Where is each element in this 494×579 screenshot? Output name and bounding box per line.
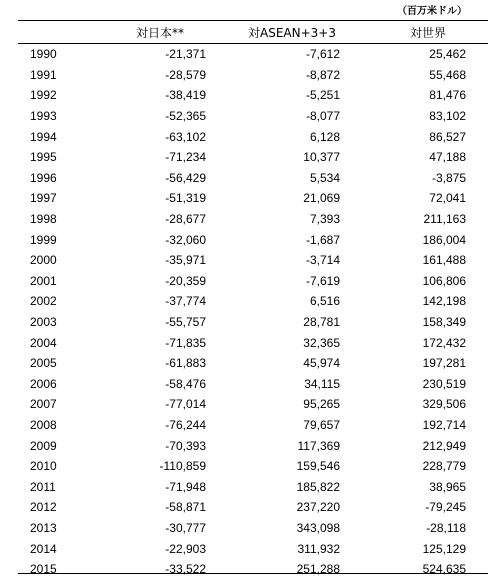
world-cell: 197,281 — [368, 353, 488, 374]
japan-cell: -20,359 — [104, 271, 216, 292]
asean-cell: -7,619 — [216, 271, 368, 292]
japan-cell: -76,244 — [104, 415, 216, 436]
japan-cell: -61,883 — [104, 353, 216, 374]
table-body — [18, 44, 488, 579]
unit-note: （百万米ドル） — [382, 2, 482, 17]
asean-cell: 79,657 — [216, 415, 368, 436]
asean-cell: 28,781 — [216, 312, 368, 333]
header-asean: 対ASEAN+3+3 — [216, 21, 368, 44]
world-cell: 329,506 — [368, 394, 488, 415]
table-row — [18, 415, 488, 436]
world-cell: 161,488 — [368, 250, 488, 271]
table-row — [18, 271, 488, 292]
year-cell: 2007 — [18, 394, 104, 415]
world-cell: 228,779 — [368, 456, 488, 477]
year-cell: 2013 — [18, 518, 104, 539]
year-cell: 2015 — [18, 559, 104, 579]
japan-cell: -28,677 — [104, 209, 216, 230]
year-cell: 1992 — [18, 85, 104, 106]
world-cell: 38,965 — [368, 476, 488, 497]
japan-cell: -28,579 — [104, 65, 216, 86]
table-row — [18, 147, 488, 168]
japan-cell: -32,060 — [104, 229, 216, 250]
world-cell: 192,714 — [368, 415, 488, 436]
japan-cell: -58,871 — [104, 497, 216, 518]
year-cell: 1997 — [18, 188, 104, 209]
table-row — [18, 518, 488, 539]
year-cell: 2003 — [18, 312, 104, 333]
world-cell: 47,188 — [368, 147, 488, 168]
japan-cell: -110,859 — [104, 456, 216, 477]
year-cell: 1991 — [18, 65, 104, 86]
year-cell: 1993 — [18, 106, 104, 127]
year-cell: 2010 — [18, 456, 104, 477]
table-row — [18, 291, 488, 312]
japan-cell: -21,371 — [104, 44, 216, 65]
japan-cell: -63,102 — [104, 126, 216, 147]
japan-cell: -33,522 — [104, 559, 216, 579]
asean-cell: -5,251 — [216, 85, 368, 106]
japan-cell: -37,774 — [104, 291, 216, 312]
asean-cell: 311,932 — [216, 538, 368, 559]
asean-cell: -3,714 — [216, 250, 368, 271]
table-row — [18, 250, 488, 271]
year-cell: 2011 — [18, 476, 104, 497]
world-cell: 211,163 — [368, 209, 488, 230]
world-cell: 186,004 — [368, 229, 488, 250]
japan-cell: -77,014 — [104, 394, 216, 415]
asean-cell: 117,369 — [216, 435, 368, 456]
asean-cell: 6,128 — [216, 126, 368, 147]
asean-cell: 21,069 — [216, 188, 368, 209]
year-cell: 2008 — [18, 415, 104, 436]
table-row — [18, 538, 488, 559]
japan-cell: -30,777 — [104, 518, 216, 539]
world-cell: 83,102 — [368, 106, 488, 127]
header-japan: 対日本** — [104, 21, 216, 44]
table-row — [18, 353, 488, 374]
world-cell: 158,349 — [368, 312, 488, 333]
table-row — [18, 65, 488, 86]
world-cell: 125,129 — [368, 538, 488, 559]
japan-cell: -38,419 — [104, 85, 216, 106]
japan-cell: -71,234 — [104, 147, 216, 168]
world-cell: 55,468 — [368, 65, 488, 86]
table-row — [18, 394, 488, 415]
header-row — [18, 21, 488, 44]
year-cell: 2012 — [18, 497, 104, 518]
asean-cell: 95,265 — [216, 394, 368, 415]
year-cell: 2002 — [18, 291, 104, 312]
year-cell: 2001 — [18, 271, 104, 292]
japan-cell: -22,903 — [104, 538, 216, 559]
asean-cell: 159,546 — [216, 456, 368, 477]
world-cell: 86,527 — [368, 126, 488, 147]
world-cell: 230,519 — [368, 374, 488, 395]
year-cell: 1999 — [18, 229, 104, 250]
world-cell: -28,118 — [368, 518, 488, 539]
world-cell: 72,041 — [368, 188, 488, 209]
asean-cell: 185,822 — [216, 476, 368, 497]
table-row — [18, 168, 488, 189]
table-row — [18, 312, 488, 333]
year-cell: 2014 — [18, 538, 104, 559]
japan-cell: -55,757 — [104, 312, 216, 333]
world-cell: 142,198 — [368, 291, 488, 312]
table-row — [18, 374, 488, 395]
year-cell: 2005 — [18, 353, 104, 374]
table-row — [18, 456, 488, 477]
japan-cell: -35,971 — [104, 250, 216, 271]
asean-cell: -8,872 — [216, 65, 368, 86]
asean-cell: 5,534 — [216, 168, 368, 189]
table-row — [18, 435, 488, 456]
asean-cell: 251,288 — [216, 559, 368, 579]
year-cell: 2000 — [18, 250, 104, 271]
table-row — [18, 126, 488, 147]
table-row — [18, 209, 488, 230]
world-cell: 212,949 — [368, 435, 488, 456]
header-world: 対世界 — [368, 21, 488, 44]
asean-cell: -8,077 — [216, 106, 368, 127]
year-cell: 1990 — [18, 44, 104, 65]
table-row — [18, 559, 488, 579]
table-row — [18, 106, 488, 127]
table-row — [18, 188, 488, 209]
asean-cell: 34,115 — [216, 374, 368, 395]
asean-cell: -1,687 — [216, 229, 368, 250]
world-cell: 106,806 — [368, 271, 488, 292]
year-cell: 1996 — [18, 168, 104, 189]
table-row — [18, 44, 488, 65]
year-cell: 2009 — [18, 435, 104, 456]
year-cell: 2004 — [18, 332, 104, 353]
table-row — [18, 332, 488, 353]
world-cell: -3,875 — [368, 168, 488, 189]
asean-cell: 10,377 — [216, 147, 368, 168]
world-cell: 524,635 — [368, 559, 488, 579]
japan-cell: -56,429 — [104, 168, 216, 189]
trade-balance-table — [18, 21, 488, 579]
bottom-rule — [18, 573, 488, 574]
asean-cell: 6,516 — [216, 291, 368, 312]
japan-cell: -58,476 — [104, 374, 216, 395]
world-cell: 172,432 — [368, 332, 488, 353]
year-cell: 1998 — [18, 209, 104, 230]
asean-cell: -7,612 — [216, 44, 368, 65]
asean-cell: 45,974 — [216, 353, 368, 374]
header-year — [18, 21, 104, 44]
table-row — [18, 497, 488, 518]
japan-cell: -70,393 — [104, 435, 216, 456]
asean-cell: 7,393 — [216, 209, 368, 230]
year-cell: 1994 — [18, 126, 104, 147]
world-cell: 25,462 — [368, 44, 488, 65]
asean-cell: 237,220 — [216, 497, 368, 518]
japan-cell: -71,948 — [104, 476, 216, 497]
year-cell: 1995 — [18, 147, 104, 168]
world-cell: -79,245 — [368, 497, 488, 518]
year-cell: 2006 — [18, 374, 104, 395]
japan-cell: -52,365 — [104, 106, 216, 127]
japan-cell: -71,835 — [104, 332, 216, 353]
asean-cell: 343,098 — [216, 518, 368, 539]
asean-cell: 32,365 — [216, 332, 368, 353]
table-row — [18, 85, 488, 106]
japan-cell: -51,319 — [104, 188, 216, 209]
table-row — [18, 229, 488, 250]
table-row — [18, 476, 488, 497]
world-cell: 81,476 — [368, 85, 488, 106]
